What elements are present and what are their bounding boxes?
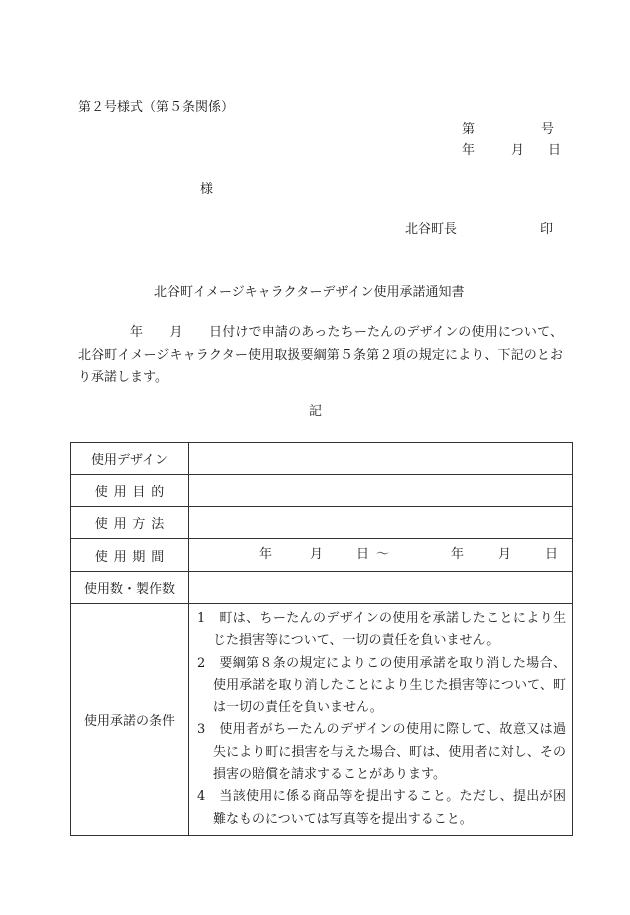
issue-date-day: 日 <box>548 143 562 158</box>
conditions-label: 使用承諾の条件 <box>71 604 189 836</box>
condition-item <box>197 786 566 831</box>
issue-date <box>462 143 561 159</box>
issue-date-year: 年 <box>462 143 476 158</box>
doc-number-prefix: 第 <box>462 122 476 137</box>
row-period <box>71 539 573 572</box>
condition-item <box>197 653 566 720</box>
notice-body: 年 月 日付けで申請のあったちーたんのデザインの使用について、北谷町イメージキャラクター使用取扱要綱第５条第２項の規定により、下記のとおり承諾します。 <box>78 325 563 385</box>
row-purpose <box>71 475 573 507</box>
usage-table <box>70 442 573 836</box>
count-value <box>189 572 573 604</box>
form-number: 第２号様式（第５条関係） <box>78 100 235 115</box>
condition-number: 4 <box>197 789 206 805</box>
method-label: 使用方法 <box>94 517 171 532</box>
condition-text: 使用者がちーたんのデザインの使用に際して、故意又は過失により町に損害を与えた場合、町は、使用者に対し、その損害の賠償を請求することがあります。 <box>213 722 566 783</box>
row-method <box>71 507 573 539</box>
period-start-day: 日 <box>356 547 370 562</box>
period-label: 使用期間 <box>94 549 171 565</box>
condition-text: 要綱第８条の規定によりこの使用承諾を取り消した場合、使用承諾を取り消したことにより生じた損害等について、町は一切の責任を負いません。 <box>213 655 566 716</box>
period-tilde: 〜 <box>376 547 390 562</box>
addressee-suffix: 様 <box>200 182 214 197</box>
document-title: 北谷町イメージキャラクターデザイン使用承諾通知書 <box>154 285 465 300</box>
row-design <box>71 443 573 475</box>
issue-date-month: 月 <box>511 143 525 158</box>
purpose-label: 使用目的 <box>94 485 171 500</box>
row-conditions <box>71 604 573 836</box>
conditions-list <box>189 604 573 836</box>
condition-number: 1 <box>197 611 206 626</box>
condition-number: 3 <box>197 722 206 738</box>
condition-item <box>197 608 566 653</box>
method-value <box>189 507 573 539</box>
period-end-day: 日 <box>545 547 559 562</box>
row-count <box>71 572 573 604</box>
condition-text: 町は、ちーたんのデザインの使用を承諾したことにより生じた損害等について、一切の責任を負いません。 <box>213 611 566 649</box>
period-value <box>189 539 573 572</box>
condition-item <box>197 719 566 786</box>
purpose-value <box>189 475 573 507</box>
period-start-year: 年 <box>259 547 273 562</box>
ki-marker: 記 <box>309 404 323 419</box>
seal-mark: 印 <box>540 222 554 237</box>
sender-name: 北谷町長 <box>405 222 458 237</box>
count-label: 使用数・製作数 <box>71 572 189 604</box>
condition-text: 当該使用に係る商品等を提出すること。ただし、提出が困難なものについては写真等を提出すること。 <box>213 789 566 827</box>
doc-number-suffix: 号 <box>541 122 555 137</box>
period-end-month: 月 <box>498 547 512 562</box>
design-value <box>189 443 573 475</box>
design-label: 使用デザイン <box>71 443 189 475</box>
condition-number: 2 <box>197 655 206 671</box>
period-start-month: 月 <box>310 547 324 562</box>
period-end-year: 年 <box>451 547 465 562</box>
